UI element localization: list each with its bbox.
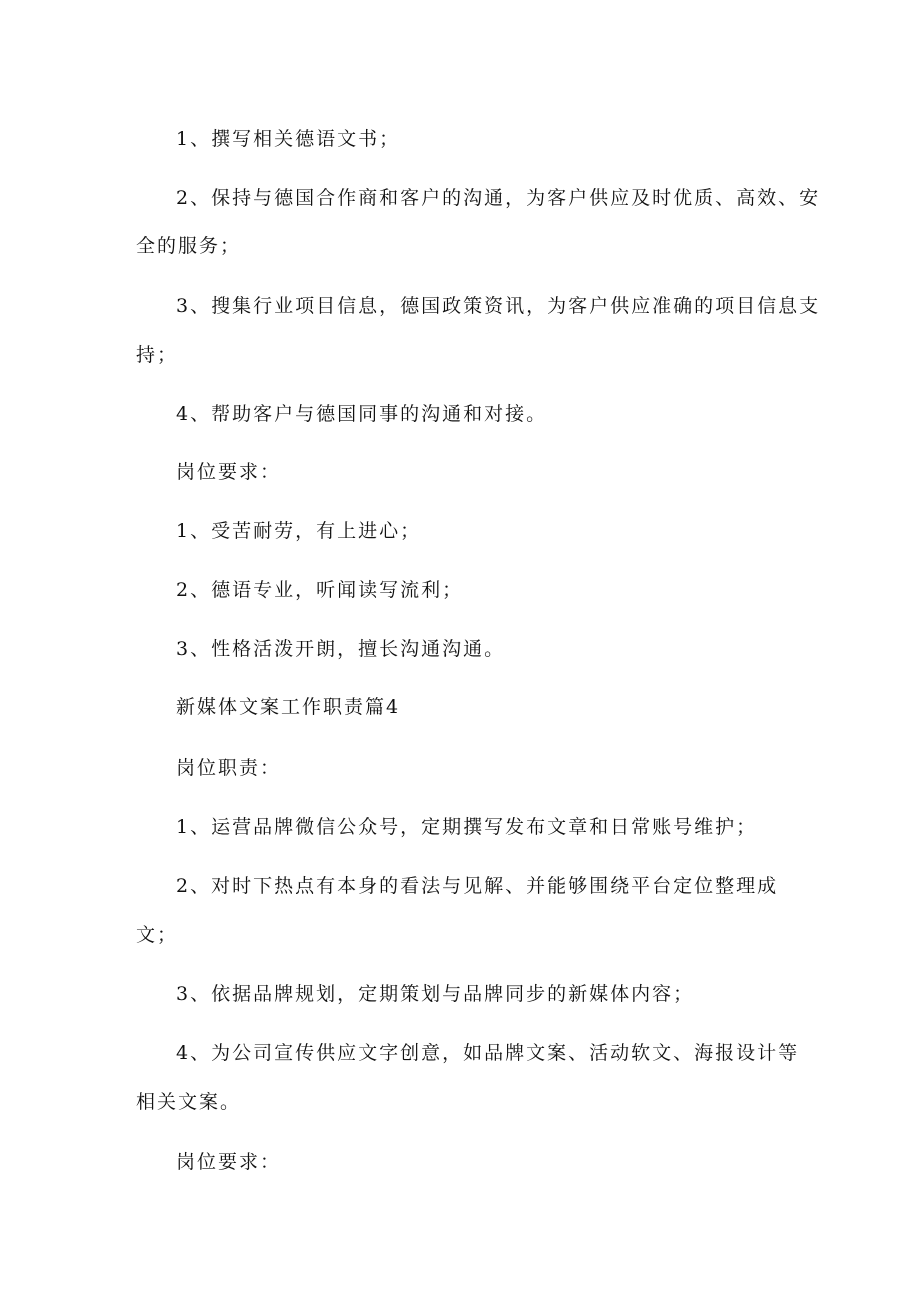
media-duty-item-1: 1、运营品牌微信公众号，定期撰写发布文章和日常账号维护；	[176, 816, 758, 838]
media-duty-item-3: 3、依据品牌规划，定期策划与品牌同步的新媒体内容；	[176, 983, 695, 1005]
section-title: 新媒体文案工作职责篇4	[176, 696, 401, 718]
duty-item-3-continued: 持；	[136, 344, 179, 366]
duty-item-2: 2、保持与德国合作商和客户的沟通，为客户供应及时优质、高效、安	[176, 187, 821, 209]
media-duty-item-4-continued: 相关文案。	[136, 1091, 242, 1113]
duties-heading: 岗位职责：	[176, 757, 282, 779]
media-duty-item-2: 2、对时下热点有本身的看法与见解、并能够围绕平台定位整理成	[176, 875, 779, 897]
duty-item-4: 4、帮助客户与德国同事的沟通和对接。	[176, 403, 548, 425]
duty-item-1: 1、撰写相关德语文书；	[176, 128, 401, 150]
media-duty-item-4: 4、为公司宣传供应文字创意，如品牌文案、活动软文、海报设计等	[176, 1042, 800, 1064]
media-requirements-heading: 岗位要求：	[176, 1151, 282, 1173]
duty-item-2-continued: 全的服务；	[136, 235, 242, 257]
duty-item-3: 3、搜集行业项目信息，德国政策资讯，为客户供应准确的项目信息支	[176, 295, 821, 317]
requirement-item-2: 2、德语专业，听闻读写流利；	[176, 579, 464, 601]
requirements-heading: 岗位要求：	[176, 461, 282, 483]
media-duty-item-2-continued: 文；	[136, 924, 179, 946]
requirement-item-1: 1、受苦耐劳，有上进心；	[176, 520, 422, 542]
requirement-item-3: 3、性格活泼开朗，擅长沟通沟通。	[176, 638, 506, 660]
